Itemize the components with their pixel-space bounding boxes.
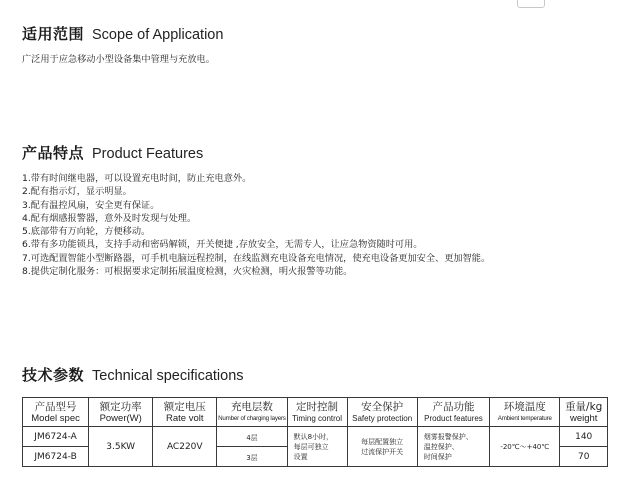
timing-line: 设置 [293, 452, 308, 461]
header-voltage-cn: 额定电压 [163, 400, 206, 413]
feature-item: 3.配有温控风扇，安全更有保证。 [22, 199, 160, 211]
header-weight-cn: 重量/kg [565, 400, 603, 413]
feature-item: 7.可选配置智能小型断路器，可手机电脑远程控制，在线监测充电设备充电情况，使充电设备更加安全、更加智能。 [22, 252, 491, 264]
safety-line: 过流保护开关 [361, 447, 404, 456]
feature-item: 2.配有指示灯，显示明显。 [22, 186, 132, 198]
features-list [22, 172, 490, 278]
cell-weight: 70 [560, 447, 608, 467]
header-layers [217, 398, 287, 427]
cell-ambient: -20℃～+40℃ [490, 427, 560, 467]
header-weight-en: weight [569, 412, 598, 424]
header-safety-cn: 安全保护 [361, 400, 404, 413]
scope-heading [22, 26, 223, 43]
cell-power: 3.5KW [89, 427, 153, 467]
header-power [89, 398, 153, 427]
header-model [23, 398, 89, 427]
specs-heading [22, 367, 244, 384]
table-row [23, 427, 608, 447]
header-features [417, 398, 489, 427]
cell-layers: 3层 [217, 447, 287, 467]
header-power-cn: 额定功率 [99, 400, 142, 413]
cell-layers: 4层 [217, 427, 287, 447]
header-features-cn: 产品功能 [432, 400, 475, 413]
timing-line: 每层可独立 [293, 442, 329, 451]
cell-weight: 140 [560, 427, 608, 447]
spec-table [22, 397, 608, 467]
feature-item: 5.底部带有万向轮，方便移动。 [22, 226, 151, 238]
scope-text: 广泛用于应急移动小型设备集中管理与充放电。 [22, 54, 215, 65]
feature-item: 1.带有时间继电器，可以设置充电时间，防止充电意外。 [22, 173, 252, 184]
cell-model: JM6724-A [23, 427, 89, 447]
cell-model: JM6724-B [23, 447, 89, 467]
header-ambient-en: Ambient temperature [497, 414, 552, 422]
header-safety [347, 398, 417, 427]
header-timing [287, 398, 347, 427]
specs-title-cn: 技术参数 [22, 366, 85, 384]
safety-line: 每层配置独立 [361, 437, 404, 446]
feature-item: 4.配有烟感报警器，意外及时发现与处理。 [22, 212, 197, 224]
cell-timing [287, 427, 347, 467]
header-ambient [490, 398, 560, 427]
timing-line: 默认8小时， [293, 432, 334, 441]
cell-voltage: AC220V [153, 427, 217, 467]
header-timing-cn: 定时控制 [296, 400, 339, 413]
header-voltage [153, 398, 217, 427]
function-line: 烟雾报警保护、 [423, 432, 473, 441]
features-list-wrap [22, 172, 490, 278]
header-features-en: Product features [424, 413, 483, 423]
header-safety-en: Safety protection [352, 413, 413, 423]
features-heading [22, 145, 203, 162]
feature-item: 6.带有多功能锁具，支持手动和密码解锁，开关便捷 ,存放安全，无需专人，让应急物资随时可用。 [22, 239, 423, 251]
header-layers-cn: 充电层数 [230, 400, 273, 413]
header-layers-en: Number of charging layers [218, 414, 286, 422]
specs-title-en: Technical specifications [92, 368, 244, 384]
features-title-cn: 产品特点 [22, 144, 85, 162]
features-title-en: Product Features [92, 146, 204, 162]
header-ambient-cn: 环境温度 [503, 400, 546, 413]
function-line: 温控保护、 [423, 442, 459, 451]
scope-title-cn: 适用范围 [22, 25, 85, 43]
header-model-cn: 产品型号 [34, 400, 77, 413]
header-timing-en: Timing control [292, 413, 343, 423]
cell-safety [347, 427, 417, 467]
cell-functions [417, 427, 489, 467]
scope-title-en: Scope of Application [92, 27, 224, 43]
header-power-en: Power(W) [99, 412, 142, 424]
corner-tab [517, 0, 545, 8]
header-model-en: Model spec [31, 412, 80, 424]
header-weight [560, 398, 608, 427]
function-line: 时间保护 [423, 452, 452, 461]
table-header-row [23, 398, 608, 427]
header-voltage-en: Rate volt [166, 412, 204, 424]
feature-item: 8.提供定制化服务：可根据要求定制拓展温度检测，火灾检测，明火报警等功能。 [22, 266, 353, 278]
